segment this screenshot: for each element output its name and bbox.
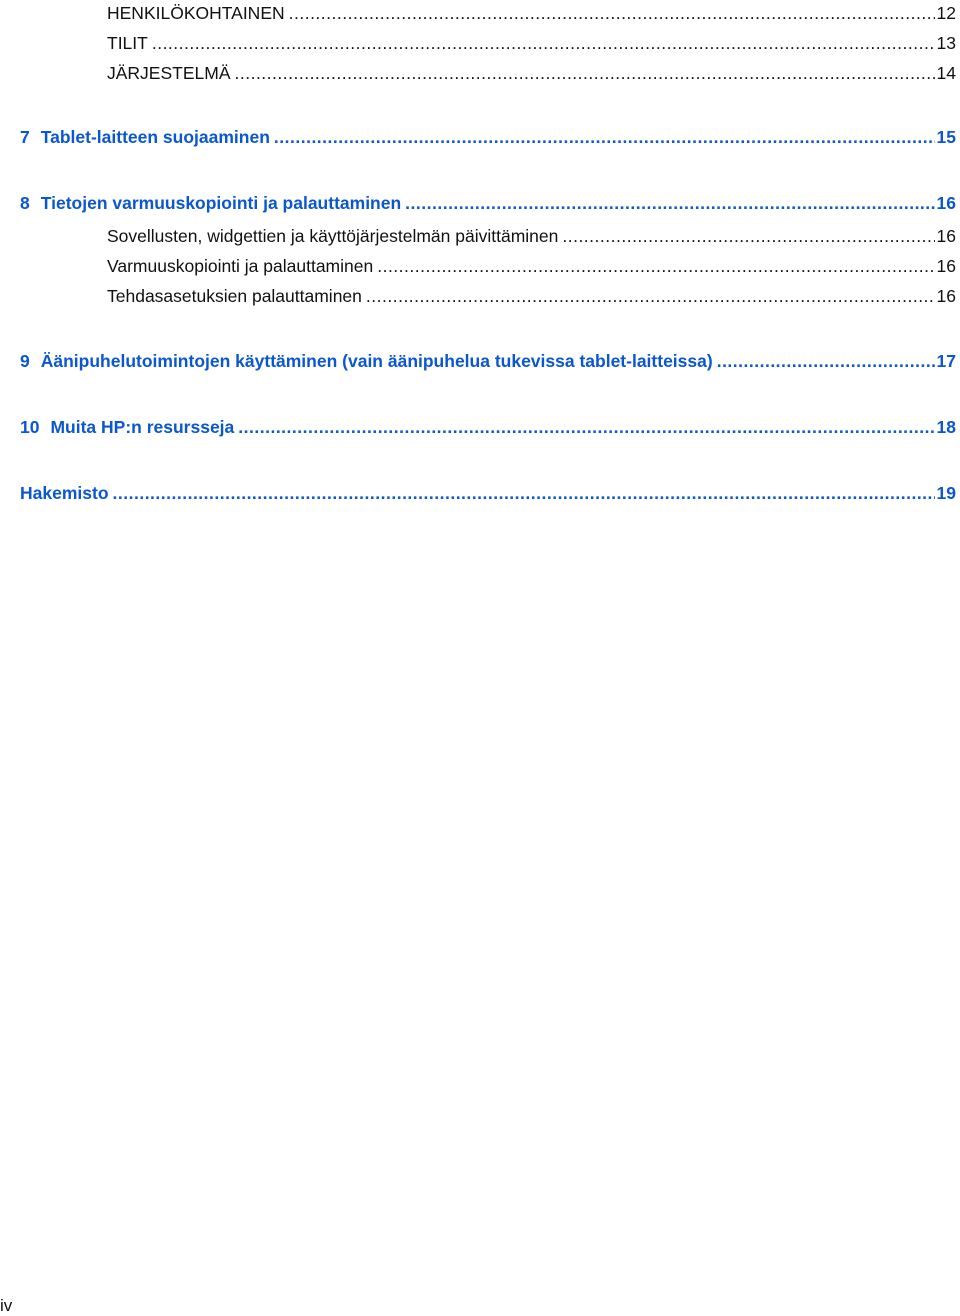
toc-entry-page: 16 [936, 286, 956, 306]
toc-entry-page: 15 [936, 127, 956, 147]
toc-entry-title: Tietojen varmuuskopiointi ja palauttaminen [40, 193, 402, 213]
toc-entry-sovellusten-paivittaminen[interactable] [107, 225, 956, 247]
toc-chapter-8[interactable] [20, 192, 956, 214]
dot-leader [562, 225, 934, 247]
toc-entry-varmuuskopiointi[interactable] [107, 255, 956, 277]
dot-leader [289, 2, 935, 24]
toc-entry-title: Hakemisto [20, 483, 109, 503]
toc-entry-page: 19 [936, 483, 956, 503]
toc-chapter-10[interactable] [20, 416, 956, 438]
toc-entry-henkilokohtainen[interactable] [107, 2, 956, 24]
dot-leader [717, 350, 935, 372]
toc-chapter-number: 7 [20, 127, 30, 147]
toc-chapter-7[interactable] [20, 126, 956, 148]
toc-index-entry[interactable] [20, 482, 956, 504]
dot-leader [405, 192, 934, 214]
dot-leader [235, 62, 935, 84]
toc-entry-title: Tablet-laitteen suojaaminen [40, 127, 270, 147]
toc-chapter-9[interactable] [20, 350, 956, 372]
toc-entry-tehdasasetukset[interactable] [107, 285, 956, 307]
page-number: iv [0, 1296, 13, 1315]
toc-entry-title: Tehdasasetuksien palauttaminen [107, 286, 362, 306]
toc-entry-tilit[interactable] [107, 32, 956, 54]
toc-entry-jarjestelma[interactable] [107, 62, 956, 84]
toc-entry-page: 16 [936, 226, 956, 246]
dot-leader [366, 285, 935, 307]
toc-entry-page: 18 [936, 417, 956, 437]
toc-entry-title: Sovellusten, widgettien ja käyttöjärjestelmän päivittäminen [107, 226, 559, 246]
toc-entry-page: 17 [936, 351, 956, 371]
toc-chapter-number: 8 [20, 193, 30, 213]
toc-entry-title: Muita HP:n resursseja [50, 417, 235, 437]
toc-entry-title: TILIT [107, 33, 148, 53]
toc-entry-page: 16 [936, 193, 956, 213]
toc-entry-page: 14 [936, 63, 956, 83]
toc-entry-page: 16 [936, 256, 956, 276]
toc-entry-title: Äänipuhelutoimintojen käyttäminen (vain äänipuhelua tukevissa tablet-laitteissa) [40, 351, 713, 371]
dot-leader [152, 32, 935, 54]
toc-chapter-number: 9 [20, 351, 30, 371]
toc-entry-title: HENKILÖKOHTAINEN [107, 3, 285, 23]
dot-leader [377, 255, 934, 277]
toc-entry-title: Varmuuskopiointi ja palauttaminen [107, 256, 374, 276]
toc-entry-page: 13 [936, 33, 956, 53]
dot-leader [113, 482, 935, 504]
toc-entry-title: JÄRJESTELMÄ [107, 63, 231, 83]
toc-entry-page: 12 [936, 3, 956, 23]
toc-chapter-number: 10 [20, 417, 40, 437]
dot-leader [238, 416, 934, 438]
dot-leader [274, 126, 935, 148]
